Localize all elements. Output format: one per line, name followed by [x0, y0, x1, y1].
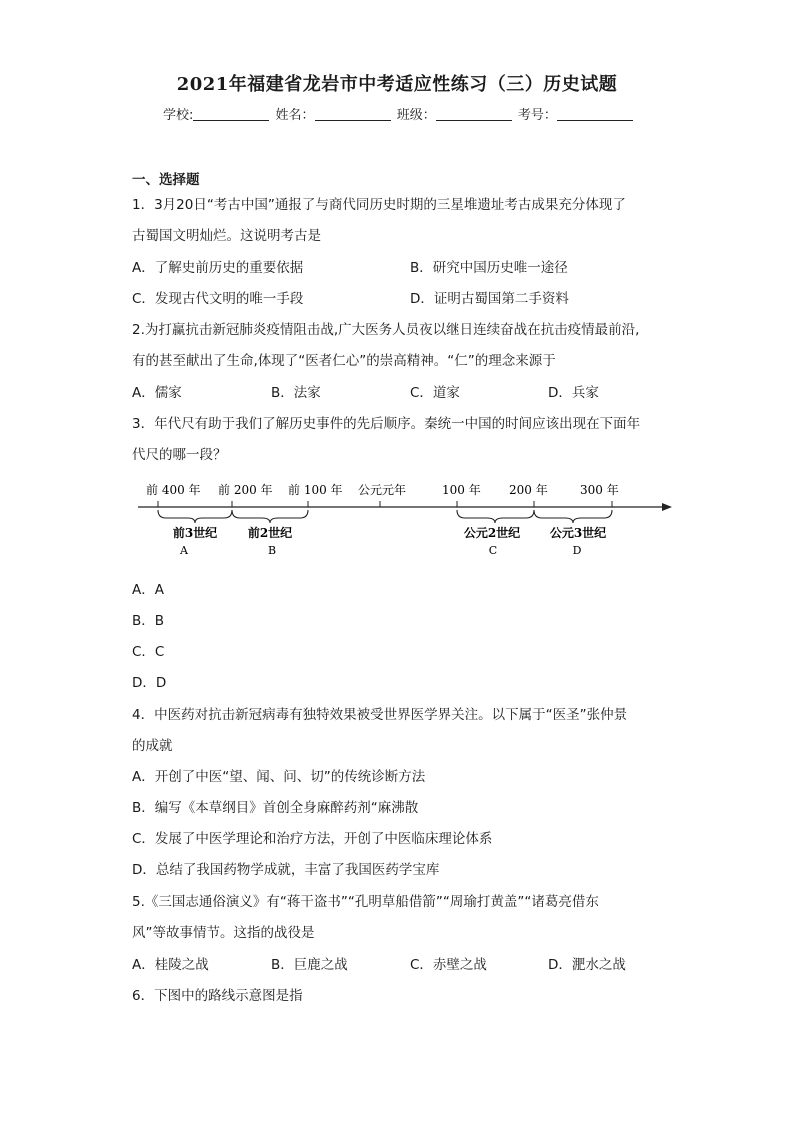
q2-option-c[interactable]: C．道家 — [410, 385, 460, 401]
q1-option-d[interactable]: D．证明古蜀国第二手资料 — [410, 291, 569, 307]
page-title: 2021年福建省龙岩市中考适应性练习（三）历史试题 — [176, 74, 618, 95]
q1-stem-line1: 1．3月20日“考古中国”通报了与商代同历史时期的三星堆遗址考古成果充分体现了 — [132, 197, 626, 213]
timeline-figure — [132, 476, 677, 562]
q3-stem-line1: 3．年代尺有助于我们了解历史事件的先后顺序。秦统一中国的时间应该出现在下面年 — [132, 416, 641, 432]
class-blank[interactable] — [436, 108, 512, 121]
bracket-d — [534, 510, 612, 523]
q1-option-b[interactable]: B．研究中国历史唯一途径 — [410, 260, 568, 276]
q2-stem-line2: 有的甚至献出了生命,体现了“医者仁心”的崇高精神。“仁”的理念来源于 — [132, 353, 556, 369]
q4-stem-line1: 4．中医药对抗击新冠病毒有独特效果被受世界医学界关注。以下属于“医圣”张仲景 — [132, 707, 628, 723]
timeline-arrow — [662, 503, 672, 511]
name-label: 姓名： — [275, 108, 315, 123]
q2-option-b[interactable]: B．法家 — [271, 385, 321, 401]
q5-option-c[interactable]: C．赤壁之战 — [410, 957, 487, 973]
bracket-c — [457, 510, 534, 523]
section-heading: 一、选择题 — [132, 172, 200, 188]
q4-option-c[interactable]: C．发展了中医学理论和治疗方法，开创了中医临床理论体系 — [132, 831, 493, 847]
exam-no-blank[interactable] — [557, 108, 633, 121]
tick-label-1: 前 200 年 — [218, 483, 273, 497]
q4-option-a[interactable]: A．开创了中医“望、闻、问、切”的传统诊断方法 — [132, 769, 426, 785]
bracket-letter-a: A — [180, 544, 188, 557]
q5-stem-line1: 5.《三国志通俗演义》有“蒋干盗书”“孔明草船借箭”“周瑜打黄盖”“诸葛亮借东 — [132, 894, 599, 910]
tick-label-4: 100 年 — [442, 483, 481, 497]
school-label: 学校: — [163, 108, 194, 123]
tick-label-2: 前 100 年 — [288, 483, 343, 497]
tick-label-0: 前 400 年 — [146, 483, 201, 497]
q4-option-b[interactable]: B．编写《本草纲目》首创全身麻醉药剂“麻沸散 — [132, 800, 419, 816]
q3-option-c[interactable]: C．C — [132, 644, 165, 660]
q2-stem-line1: 2.为打赢抗击新冠肺炎疫情阻击战,广大医务人员夜以继日连续奋战在抗击疫情最前沿, — [132, 322, 640, 338]
bracket-letter-c: C — [488, 544, 498, 557]
bracket-letter-b: B — [267, 544, 277, 557]
bracket-a — [158, 510, 232, 523]
q3-option-b[interactable]: B．B — [132, 613, 165, 629]
bracket-label-d: 公元3世纪 — [549, 526, 607, 540]
tick-label-3: 公元元年 — [358, 483, 407, 497]
class-label: 班级： — [396, 108, 436, 123]
bracket-label-b: 前2世纪 — [247, 526, 293, 540]
q6-stem-line1: 6．下图中的路线示意图是指 — [132, 988, 303, 1004]
q1-stem-line2: 古蜀国文明灿烂。这说明考古是 — [132, 228, 321, 244]
name-blank[interactable] — [315, 108, 391, 121]
exam-no-label: 考号： — [517, 108, 557, 123]
bracket-b — [232, 510, 308, 523]
q1-option-c[interactable]: C．发现古代文明的唯一手段 — [132, 291, 304, 307]
q5-stem-line2: 风”等故事情节。这指的战役是 — [132, 925, 315, 941]
q2-option-d[interactable]: D．兵家 — [548, 385, 599, 401]
q4-option-d[interactable]: D．总结了我国药物学成就，丰富了我国医药学宝库 — [132, 862, 440, 878]
school-blank[interactable] — [193, 108, 269, 121]
bracket-label-a: 前3世纪 — [172, 526, 218, 540]
q3-stem-line2: 代尺的哪一段？ — [132, 447, 227, 463]
q2-option-a[interactable]: A．儒家 — [132, 385, 182, 401]
q5-option-d[interactable]: D．淝水之战 — [548, 957, 626, 973]
q3-option-d[interactable]: D．D — [132, 675, 167, 691]
student-info-row — [163, 104, 635, 123]
q3-option-a[interactable]: A．A — [132, 582, 164, 598]
tick-label-5: 200 年 — [509, 483, 548, 497]
bracket-label-c: 公元2世纪 — [463, 526, 521, 540]
q5-option-a[interactable]: A．桂陵之战 — [132, 957, 209, 973]
q1-option-a[interactable]: A．了解史前历史的重要依据 — [132, 260, 304, 276]
bracket-letter-d: D — [572, 544, 582, 557]
q4-stem-line2: 的成就 — [132, 738, 173, 754]
q5-option-b[interactable]: B．巨鹿之战 — [271, 957, 348, 973]
tick-label-6: 300 年 — [580, 483, 619, 497]
